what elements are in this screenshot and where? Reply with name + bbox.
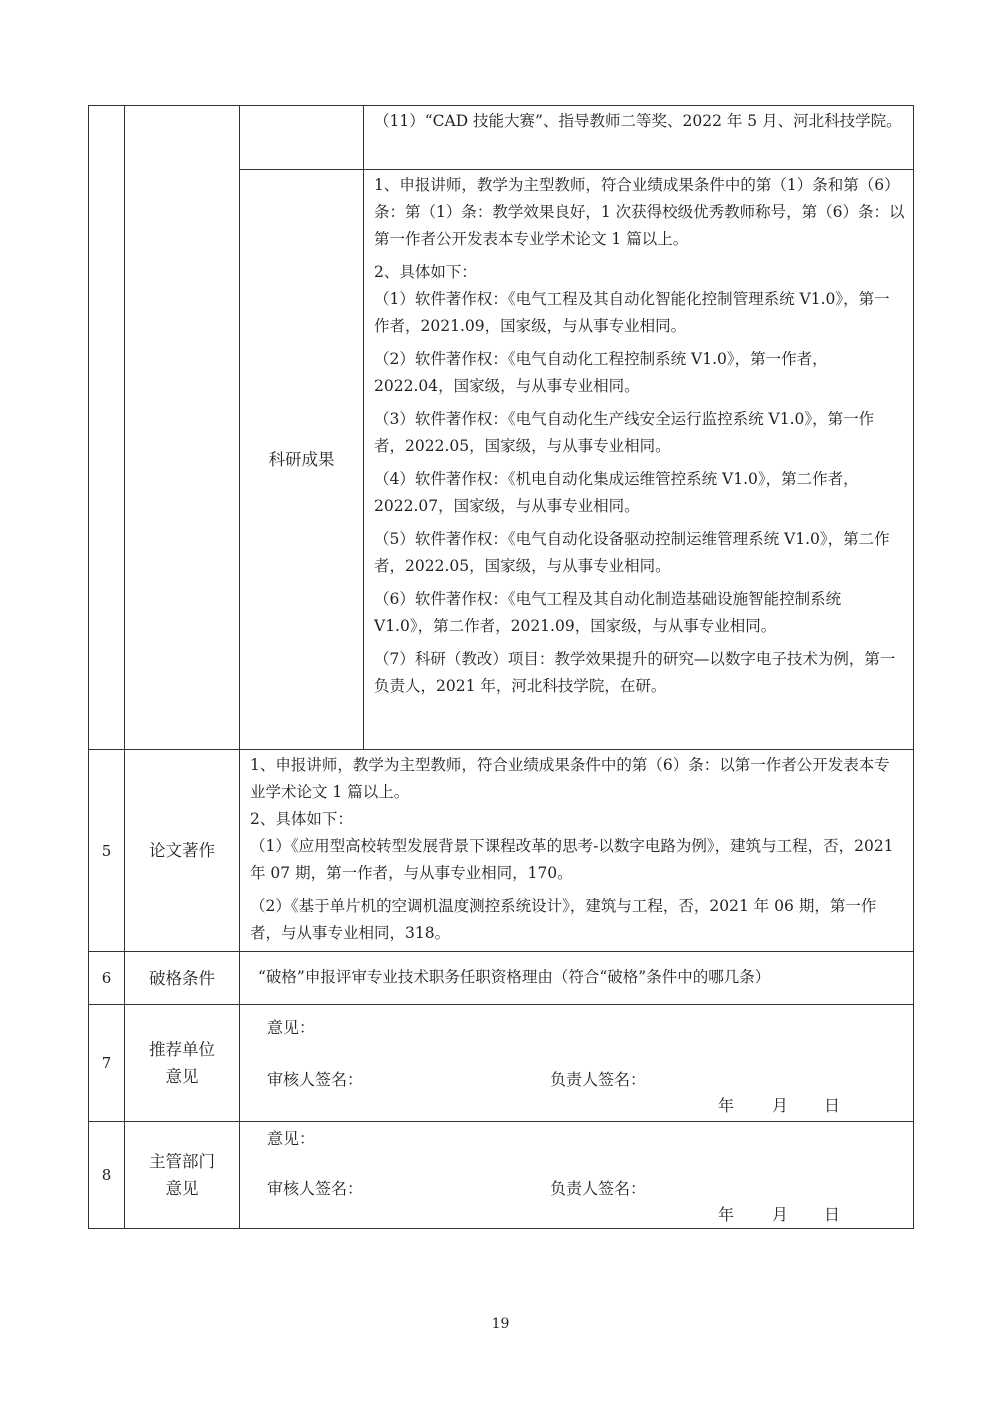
recommend-label-line2: 意见	[165, 1067, 199, 1086]
recommend-date	[718, 1093, 840, 1116]
recommend-label	[125, 1005, 240, 1122]
date-year: 年	[718, 1096, 735, 1115]
award-item-11: （11）“CAD 技能大赛”、指导教师二等奖、2022 年 5 月、河北科技学院。	[374, 112, 902, 130]
papers-row	[89, 750, 914, 952]
date-day: 日	[824, 1205, 841, 1224]
authority-opinion-cell	[240, 1122, 914, 1229]
authority-row	[89, 1122, 914, 1229]
date-month: 月	[772, 1096, 789, 1115]
recommend-leader-signature: 负责人签名：	[550, 1070, 647, 1089]
research-item: （5）软件著作权：《电气自动化设备驱动控制运维管理系统 V1.0》，第二作者，2022.05，国家级，与从事专业相同。	[374, 530, 890, 575]
paper-item: （1）《应用型高校转型发展背景下课程改革的思考-以数字电路为例》，建筑与工程，否，2021 年 07 期，第一作者，与从事专业相同，170。	[250, 837, 894, 882]
recommend-row	[89, 1005, 914, 1122]
breakthrough-row	[89, 952, 914, 1005]
research-label: 科研成果	[240, 170, 364, 750]
breakthrough-label: 破格条件	[125, 952, 240, 1005]
authority-date	[718, 1202, 840, 1225]
authority-opinion-label: 意见：	[267, 1129, 316, 1148]
authority-num: 8	[89, 1122, 125, 1229]
award-row-11	[89, 106, 914, 170]
research-item: （7）科研（教改）项目：教学效果提升的研究—以数字电子技术为例，第一负责人，2021 年，河北科技学院，在研。	[374, 650, 896, 695]
page-number: 19	[491, 1316, 510, 1332]
research-item: （3）软件著作权：《电气自动化生产线安全运行监控系统 V1.0》，第一作者，2022.05，国家级，与从事专业相同。	[374, 410, 875, 455]
recommend-reviewer-signature: 审核人签名：	[267, 1070, 364, 1089]
papers-intro: 1、申报讲师，教学为主型教师，符合业绩成果条件中的第（6）条：以第一作者公开发表本专业学术论文 1 篇以上。	[250, 756, 890, 801]
authority-leader-signature: 负责人签名：	[550, 1179, 647, 1198]
authority-label	[125, 1122, 240, 1229]
research-intro: 1、申报讲师，教学为主型教师，符合业绩成果条件中的第（1）条和第（6）条：第（1）条：教学效果良好，1 次获得校级优秀教师称号，第（6）条：以第一作者公开发表本专业学术论文 1 篇以上。	[374, 176, 905, 248]
sub-label-cell-empty	[240, 106, 364, 170]
authority-reviewer-signature: 审核人签名：	[267, 1179, 364, 1198]
breakthrough-text: “破格”申报评审专业技术职务任职资格理由（符合“破格”条件中的哪几条）	[240, 952, 914, 1005]
recommend-opinion-label: 意见：	[267, 1018, 316, 1037]
recommend-label-line1: 推荐单位	[149, 1040, 215, 1059]
label-cell-continued	[125, 106, 240, 750]
date-month: 月	[772, 1205, 789, 1224]
recommend-num: 7	[89, 1005, 125, 1122]
recommend-opinion-cell	[240, 1005, 914, 1122]
papers-num: 5	[89, 750, 125, 952]
research-item: （4）软件著作权：《机电自动化集成运维管控系统 V1.0》，第二作者，2022.07，国家级，与从事专业相同。	[374, 470, 859, 515]
qualification-form-table	[88, 105, 914, 1229]
breakthrough-num: 6	[89, 952, 125, 1005]
award-item-11-cell	[364, 106, 914, 170]
papers-label: 论文著作	[125, 750, 240, 952]
papers-content	[240, 750, 914, 952]
num-cell-continued	[89, 106, 125, 750]
papers-detail-header: 2、具体如下：	[250, 810, 353, 828]
research-item: （2）软件著作权：《电气自动化工程控制系统 V1.0》，第一作者，2022.04，国家级，与从事专业相同。	[374, 350, 828, 395]
research-item: （1）软件著作权：《电气工程及其自动化智能化控制管理系统 V1.0》，第一作者，2021.09，国家级，与从事专业相同。	[374, 290, 890, 335]
date-year: 年	[718, 1205, 735, 1224]
research-detail-header: 2、具体如下：	[374, 263, 477, 281]
research-item: （6）软件著作权：《电气工程及其自动化制造基础设施智能控制系统 V1.0》，第二作者，2021.09，国家级，与从事专业相同。	[374, 590, 842, 635]
authority-label-line1: 主管部门	[149, 1152, 215, 1171]
authority-label-line2: 意见	[165, 1179, 199, 1198]
research-content	[364, 170, 914, 750]
date-day: 日	[824, 1096, 841, 1115]
paper-item: （2）《基于单片机的空调机温度测控系统设计》，建筑与工程，否，2021 年 06 期，第一作者，与从事专业相同，318。	[250, 897, 877, 942]
